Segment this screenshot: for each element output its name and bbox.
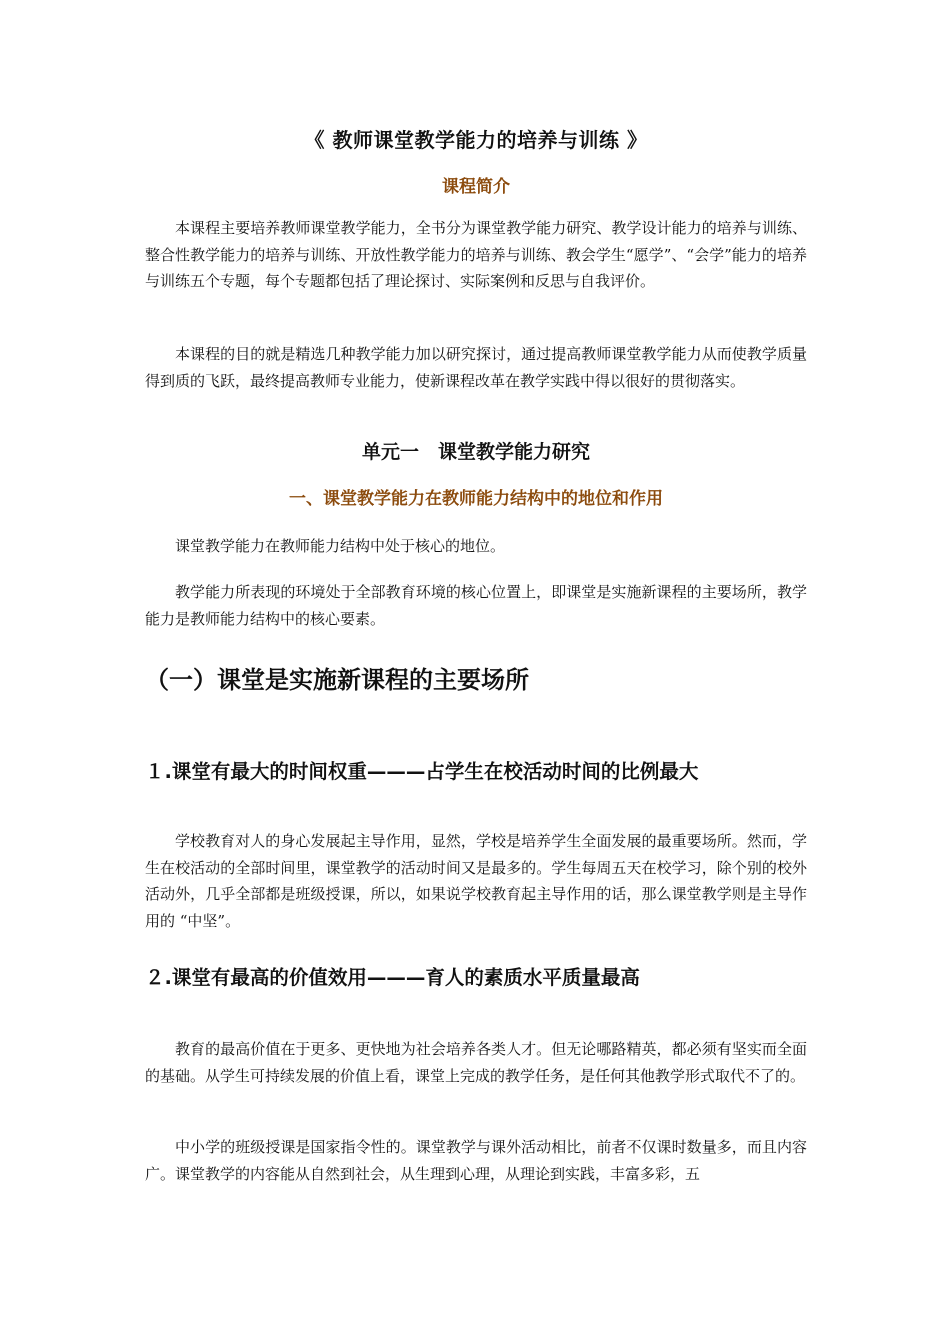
intro-heading: 课程简介 xyxy=(442,177,510,197)
point2-paragraph: 教育的最高价值在于更多、更快地为社会培养各类人才。但无论哪路精英，都必须有坚实而全面的基础。从学生可持续发展的价值上看，课堂上完成的教学任务，是任何其他教学形式取代不了的。 xyxy=(145,1040,807,1085)
section-paragraph: 课堂教学能力在教师能力结构中处于核心的地位。 xyxy=(175,537,506,555)
document-title: 《 教师课堂教学能力的培养与训练 》 xyxy=(304,128,648,152)
intro-paragraph: 本课程主要培养教师课堂教学能力，全书分为课堂教学能力研究、教学设计能力的培养与训练、整合性教学能力的培养与训练、开放性教学能力的培养与训练、教会学生“愿学”、“会学”能力的培养与训练五个专题，每个专题都包括了理论探讨、实际案例和反思与自我评价。 xyxy=(145,219,807,290)
subsection-title: （一）课堂是实施新课程的主要场所 xyxy=(145,666,529,694)
point1-title: １.课堂有最大的时间权重———占学生在校活动时间的比例最大 xyxy=(145,760,699,783)
section-paragraph: 教学能力所表现的环境处于全部教育环境的核心位置上，即课堂是实施新课程的主要场所，教学能力是教师能力结构中的核心要素。 xyxy=(145,583,807,628)
intro-paragraph: 本课程的目的就是精选几种教学能力加以研究探讨，通过提高教师课堂教学能力从而使教学质量得到质的飞跃，最终提高教师专业能力，使新课程改革在教学实践中得以很好的贯彻落实。 xyxy=(145,345,807,390)
section-title: 一、课堂教学能力在教师能力结构中的地位和作用 xyxy=(289,489,663,509)
point2-paragraph: 中小学的班级授课是国家指令性的。课堂教学与课外活动相比，前者不仅课时数量多，而且内容广。课堂教学的内容能从自然到社会，从生理到心理，从理论到实践，丰富多彩，五 xyxy=(145,1138,807,1183)
point1-paragraph: 学校教育对人的身心发展起主导作用，显然，学校是培养学生全面发展的最重要场所。然而，学生在校活动的全部时间里，课堂教学的活动时间又是最多的。学生每周五天在校学习，除个别的校外活动外，几乎全部都是班级授课，所以，如果说学校教育起主导作用的话，那么课堂教学则是主导作用的 “中坚”。 xyxy=(145,832,807,930)
point2-title: ２.课堂有最高的价值效用———育人的素质水平质量最高 xyxy=(145,966,640,989)
unit-title: 单元一 课堂教学能力研究 xyxy=(361,441,590,463)
